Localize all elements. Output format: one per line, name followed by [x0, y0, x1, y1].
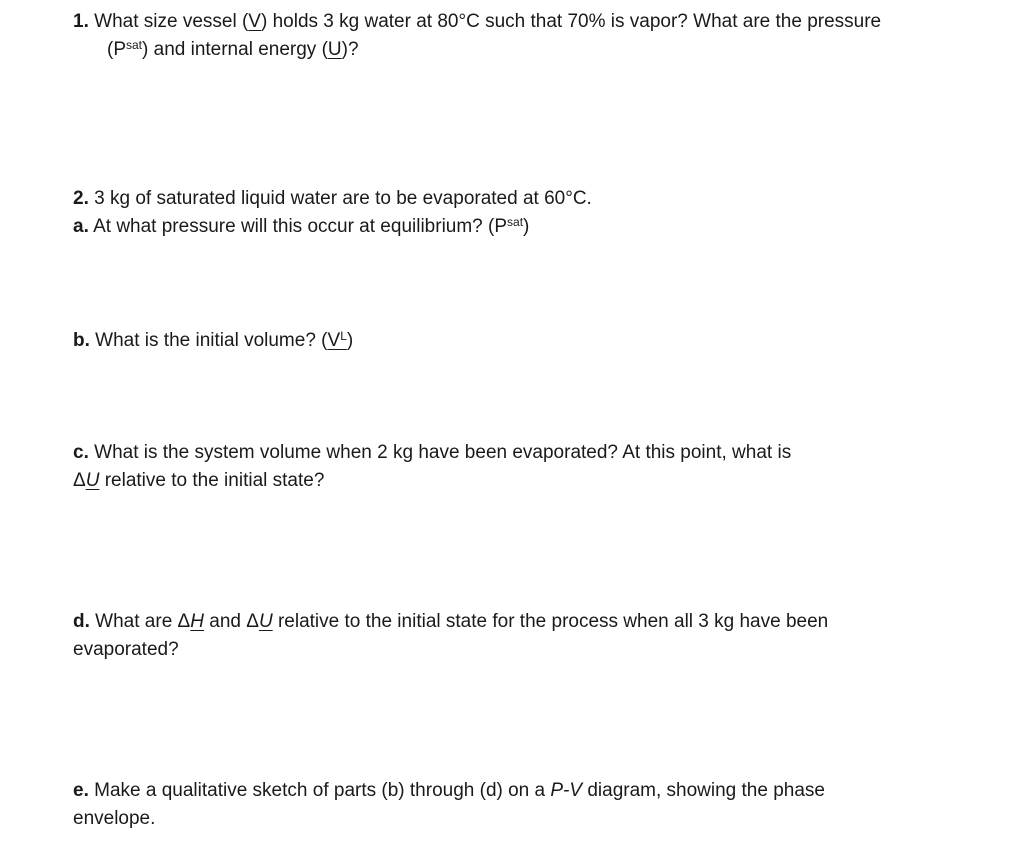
part-d	[73, 608, 973, 664]
question-1-text: What size vessel (	[94, 11, 249, 32]
pressure-symbol: (P	[107, 39, 126, 60]
delta-symbol: Δ	[246, 611, 259, 632]
part-c-text-2: relative to the initial state?	[99, 470, 325, 491]
pv-diagram-label: P-V	[550, 780, 583, 801]
volume-symbol: $V^L$	[327, 329, 347, 351]
delta-symbol: Δ	[73, 470, 86, 491]
question-2-number: 2.	[73, 188, 89, 209]
volume-symbol: V	[248, 11, 261, 32]
part-e-line-1	[73, 777, 973, 805]
part-b-text: What is the initial volume? (	[95, 330, 328, 351]
part-e	[73, 777, 973, 833]
part-a-text: At what pressure will this occur at equilibrium? (P	[93, 216, 508, 237]
part-c-text: What is the system volume when 2 kg have been evaporated? At this point, what is	[94, 442, 792, 463]
part-c-label: c.	[73, 442, 89, 463]
question-1-text-3: )?	[341, 39, 359, 60]
sat-superscript: sat	[507, 215, 524, 229]
internal-energy-symbol: U	[258, 611, 273, 632]
part-e-line-2: envelope.	[73, 808, 156, 829]
question-1	[73, 8, 973, 64]
question-2-text: 3 kg of saturated liquid water are to be evaporated at 60°C.	[94, 188, 592, 209]
part-d-text-2: and	[203, 611, 247, 632]
part-c	[73, 439, 973, 495]
internal-energy-symbol: U	[327, 39, 342, 60]
part-a-label: a.	[73, 216, 89, 237]
part-d-text: What are	[95, 611, 178, 632]
liquid-superscript: L	[340, 329, 347, 343]
question-1-line-2	[73, 36, 973, 64]
part-b-close: )	[346, 330, 354, 351]
part-a	[73, 213, 973, 241]
part-e-text-2: diagram, showing the phase	[582, 780, 825, 801]
part-d-text-3: relative to the initial state for the process when all 3 kg have been	[272, 611, 829, 632]
question-1-text-2: ) and internal energy (	[142, 39, 328, 60]
question-2-line	[73, 185, 973, 213]
internal-energy-symbol: U	[85, 470, 100, 491]
part-a-close: )	[523, 216, 530, 237]
sat-superscript: sat	[126, 38, 143, 52]
part-e-text: Make a qualitative sketch of parts (b) through (d) on a	[94, 780, 551, 801]
part-b-line	[73, 327, 973, 355]
question-1-line-1	[73, 8, 973, 36]
part-b	[73, 327, 973, 355]
enthalpy-symbol: H	[190, 611, 204, 632]
part-d-line-1	[73, 608, 973, 636]
part-d-line-2: evaporated?	[73, 639, 179, 660]
question-1-text-cont: ) holds 3 kg water at 80°C such that 70% is vapor? What are the pressure	[260, 11, 882, 32]
part-d-label: d.	[73, 611, 90, 632]
part-e-label: e.	[73, 780, 89, 801]
part-b-label: b.	[73, 330, 90, 351]
part-c-line-2	[73, 467, 973, 495]
question-2	[73, 185, 973, 241]
question-1-number: 1.	[73, 11, 89, 32]
delta-symbol: Δ	[177, 611, 191, 632]
part-c-line-1	[73, 439, 973, 467]
